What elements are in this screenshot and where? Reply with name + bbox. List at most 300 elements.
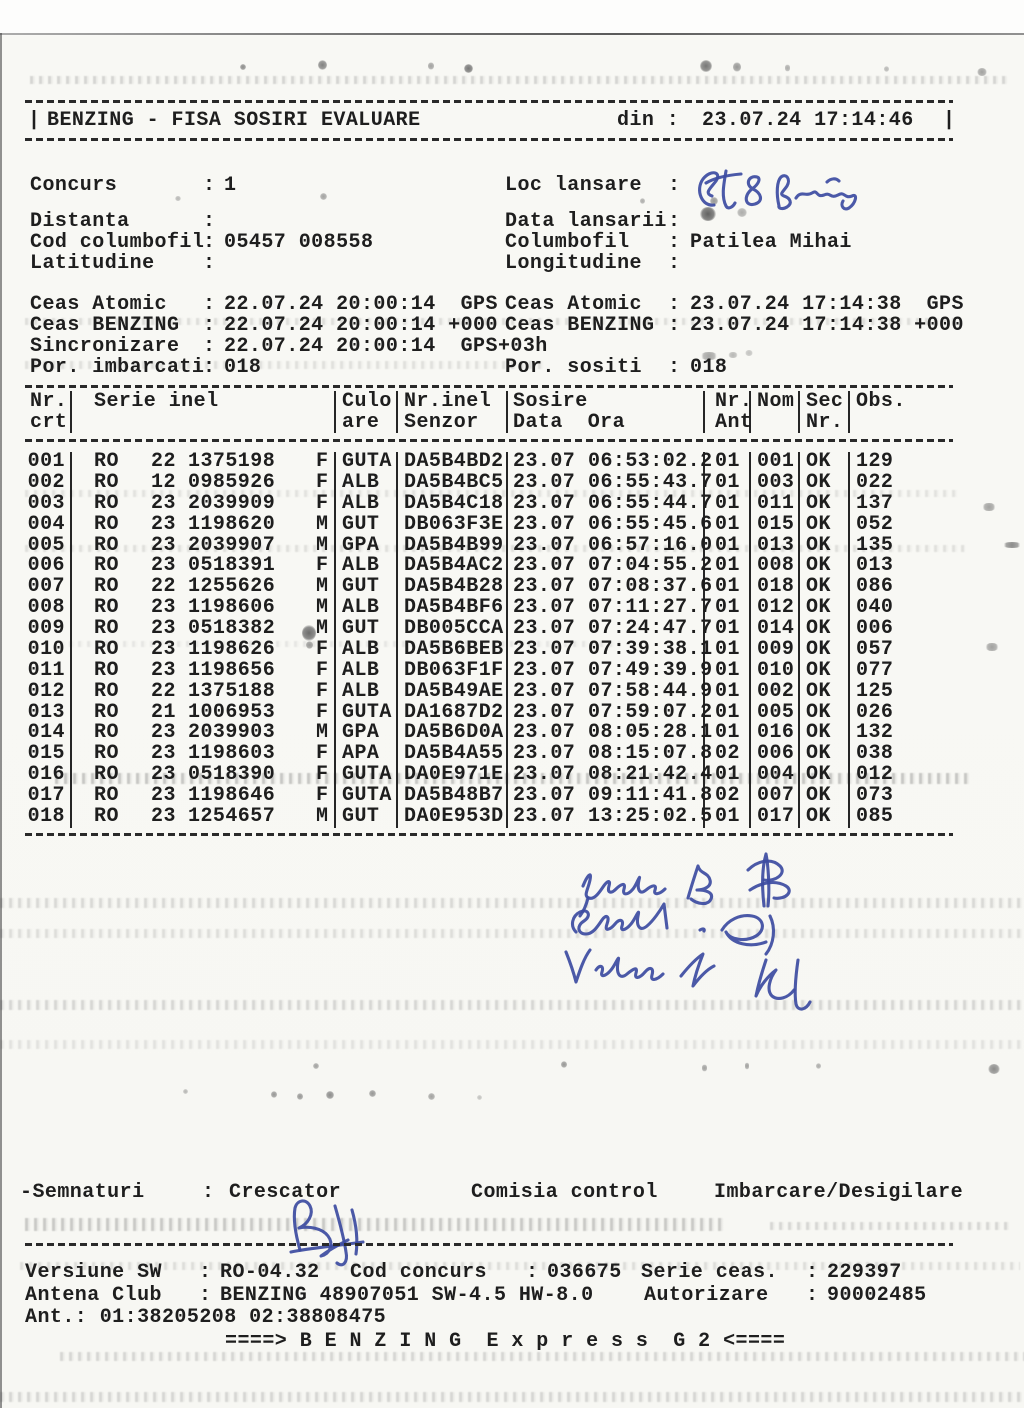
field-value: 22.07.24 20:00:14 GPS bbox=[224, 293, 498, 316]
cell-sec: OK bbox=[800, 577, 850, 598]
cell-senzor: DA5B48B7 bbox=[398, 786, 508, 807]
cell-sosire: 23.07 07:11:27.7 bbox=[508, 598, 705, 619]
scan-artifact-dot bbox=[320, 193, 327, 200]
cell-nom: 009 bbox=[751, 640, 800, 661]
cell-senzor: DA5B4B28 bbox=[398, 577, 508, 598]
dashed-separator bbox=[25, 439, 953, 442]
scan-left-edge bbox=[0, 33, 2, 1408]
scan-artifact-dot bbox=[1002, 542, 1022, 548]
cell-sec: OK bbox=[800, 703, 850, 724]
cell-serie-inel: RO 21 1006953 F bbox=[72, 703, 336, 724]
colon: : bbox=[668, 174, 681, 197]
cell-culoare: GUTA bbox=[336, 452, 398, 473]
scan-noise-band bbox=[0, 1000, 1024, 1010]
cell-nr-crt: 010 bbox=[25, 640, 72, 661]
cell-nr-crt: 002 bbox=[25, 473, 72, 494]
cell-obs: 040 bbox=[856, 596, 894, 620]
cell-sec: OK bbox=[800, 786, 850, 807]
field-value: RO-04.32 bbox=[220, 1261, 320, 1284]
scan-artifact-dot bbox=[700, 60, 712, 72]
table-row bbox=[25, 533, 953, 557]
col-header-nr: Nr. bbox=[30, 390, 68, 413]
field-value: 229397 bbox=[827, 1261, 902, 1284]
col-header-obs: Obs. bbox=[856, 390, 906, 413]
cell-sosire: 23.07 06:57:16.0 bbox=[508, 536, 705, 557]
cell-ant: 01 bbox=[705, 682, 751, 703]
cell-nom: 012 bbox=[751, 598, 800, 619]
cell-nom: 013 bbox=[751, 536, 800, 557]
scan-artifact-dot bbox=[985, 643, 999, 651]
cell-nr-crt: 008 bbox=[25, 598, 72, 619]
cell-senzor: DA5B6D0A bbox=[398, 723, 508, 744]
cell-sec: OK bbox=[800, 515, 850, 536]
antenna-ids-line: Ant.: 01:38205208 02:38808475 bbox=[25, 1306, 387, 1329]
cell-nom: 011 bbox=[751, 494, 800, 515]
cell-nr-crt: 011 bbox=[25, 661, 72, 682]
field-value: BENZING 48907051 SW-4.5 HW-8.0 bbox=[220, 1284, 594, 1307]
scan-artifact-dot bbox=[700, 207, 716, 221]
cell-sosire: 23.07 07:59:07.2 bbox=[508, 703, 705, 724]
printed-date-value: 23.07.24 17:14:46 bbox=[702, 109, 914, 132]
cell-ant: 01 bbox=[705, 640, 751, 661]
cell-serie-inel: RO 22 1375188 F bbox=[72, 682, 336, 703]
scan-artifact-dot bbox=[313, 1063, 319, 1069]
cell-obs: 077 bbox=[856, 658, 894, 682]
table-row bbox=[25, 804, 953, 828]
scan-artifact-dot bbox=[745, 350, 753, 356]
scan-artifact-dot bbox=[982, 503, 996, 511]
cell-senzor: DA5B4BF6 bbox=[398, 598, 508, 619]
cell-sec: OK bbox=[800, 723, 850, 744]
cell-obs: 026 bbox=[856, 700, 894, 724]
cell-sec: OK bbox=[800, 473, 850, 494]
scan-artifact-dot bbox=[271, 1091, 277, 1098]
colon: : bbox=[668, 293, 681, 316]
cell-obs: 086 bbox=[856, 575, 894, 599]
cell-nom: 008 bbox=[751, 556, 800, 577]
colon: : bbox=[199, 1284, 212, 1307]
field-label: Por. sositi bbox=[505, 356, 642, 379]
cell-obs: 073 bbox=[856, 784, 894, 807]
cell-serie-inel: RO 23 1198620 M bbox=[72, 515, 336, 536]
cell-sosire: 23.07 09:11:41.8 bbox=[508, 786, 705, 807]
scan-artifact-dot bbox=[702, 1064, 707, 1072]
colon: : bbox=[203, 314, 216, 337]
colon: : bbox=[668, 314, 681, 337]
field-value: 018 bbox=[690, 356, 728, 379]
cell-serie-inel: RO 23 2039907 M bbox=[72, 536, 336, 557]
cell-culoare: GPA bbox=[336, 536, 398, 557]
cell-obs: 129 bbox=[856, 450, 894, 473]
cell-nr-crt: 013 bbox=[25, 703, 72, 724]
scan-artifact-dot bbox=[785, 64, 790, 72]
field-label: Sincronizare bbox=[30, 335, 180, 358]
cell-culoare: GUT bbox=[336, 577, 398, 598]
cell-nom: 016 bbox=[751, 723, 800, 744]
cell-sec: OK bbox=[800, 682, 850, 703]
cell-ant: 01 bbox=[705, 807, 751, 828]
cell-culoare: GUT bbox=[336, 807, 398, 828]
cell-sosire: 23.07 06:55:45.6 bbox=[508, 515, 705, 536]
scan-artifact-dot bbox=[710, 197, 718, 205]
table-row bbox=[25, 658, 953, 682]
cell-serie-inel: RO 23 2039909 F bbox=[72, 494, 336, 515]
scan-artifact-dot bbox=[640, 198, 645, 204]
cell-sosire: 23.07 07:39:38.1 bbox=[508, 640, 705, 661]
cell-sosire: 23.07 08:21:42.4 bbox=[508, 765, 705, 786]
dashed-separator bbox=[25, 385, 953, 388]
field-label: Serie ceas. bbox=[641, 1261, 778, 1284]
cell-culoare: ALB bbox=[336, 556, 398, 577]
colon: : bbox=[526, 1261, 539, 1284]
field-label: Ceas Atomic bbox=[30, 293, 167, 316]
field-label: Versiune SW bbox=[25, 1261, 162, 1284]
cell-ant: 01 bbox=[705, 494, 751, 515]
cell-senzor: DA0E953D bbox=[398, 807, 508, 828]
header-right-bar: | bbox=[943, 109, 956, 132]
cell-ant: 01 bbox=[705, 536, 751, 557]
cell-serie-inel: RO 23 1198626 F bbox=[72, 640, 336, 661]
scan-artifact-dot bbox=[428, 1093, 435, 1100]
cell-culoare: GUTA bbox=[336, 786, 398, 807]
cell-nr-crt: 004 bbox=[25, 515, 72, 536]
cell-ant: 01 bbox=[705, 765, 751, 786]
cell-nr-crt: 003 bbox=[25, 494, 72, 515]
field-label: Longitudine bbox=[505, 252, 642, 275]
cell-culoare: GUT bbox=[336, 515, 398, 536]
scan-artifact-dot bbox=[183, 1089, 188, 1094]
cell-sec: OK bbox=[800, 640, 850, 661]
cell-serie-inel: RO 23 2039903 M bbox=[72, 723, 336, 744]
scan-artifact-dot bbox=[733, 62, 741, 72]
scan-noise-band bbox=[30, 76, 1010, 84]
cell-nr-crt: 001 bbox=[25, 452, 72, 473]
cell-sec: OK bbox=[800, 452, 850, 473]
table-row bbox=[25, 598, 953, 619]
cell-sosire: 23.07 06:55:43.7 bbox=[508, 473, 705, 494]
cell-culoare: ALB bbox=[336, 682, 398, 703]
col-header-sec: Sec bbox=[806, 390, 844, 413]
scan-artifact-dot bbox=[240, 64, 246, 70]
cell-sosire: 23.07 08:05:28.1 bbox=[508, 723, 705, 744]
cell-sec: OK bbox=[800, 556, 850, 577]
cell-sosire: 23.07 07:04:55.2 bbox=[508, 556, 705, 577]
cell-serie-inel: RO 23 0518391 F bbox=[72, 556, 336, 577]
dashed-separator bbox=[25, 100, 953, 103]
field-value: 90002485 bbox=[827, 1284, 927, 1307]
cell-sec: OK bbox=[800, 598, 850, 619]
cell-serie-inel: RO 23 1198646 F bbox=[72, 786, 336, 807]
cell-obs: 085 bbox=[856, 804, 894, 828]
cell-senzor: DA5B4C18 bbox=[398, 494, 508, 515]
colon: : bbox=[668, 210, 681, 233]
field-value: 018 bbox=[224, 356, 262, 379]
scan-artifact-dot bbox=[297, 1093, 303, 1100]
colon: : bbox=[203, 231, 216, 254]
cell-sosire: 23.07 07:24:47.7 bbox=[508, 619, 705, 640]
signature-col-imbarcare: Imbarcare/Desigilare bbox=[714, 1181, 964, 1204]
cell-nr-crt: 007 bbox=[25, 577, 72, 598]
cell-nom: 014 bbox=[751, 619, 800, 640]
col-header-senzor: Nr.inel bbox=[404, 390, 492, 413]
table-row bbox=[25, 512, 953, 536]
cell-nom: 007 bbox=[751, 786, 800, 807]
scan-noise-band bbox=[0, 1392, 1024, 1402]
cell-senzor: DA5B4A55 bbox=[398, 744, 508, 765]
cell-culoare: ALB bbox=[336, 473, 398, 494]
field-label: Antena Club bbox=[25, 1284, 162, 1307]
cell-nr-crt: 006 bbox=[25, 556, 72, 577]
cell-senzor: DA1687D2 bbox=[398, 703, 508, 724]
field-label: Autorizare bbox=[644, 1284, 769, 1307]
scan-artifact-dot bbox=[745, 1062, 749, 1070]
scan-artifact-dot bbox=[464, 64, 473, 73]
cell-serie-inel: RO 12 0985926 F bbox=[72, 473, 336, 494]
field-value: 1 bbox=[224, 174, 237, 197]
cell-senzor: DB005CCA bbox=[398, 619, 508, 640]
cell-nom: 010 bbox=[751, 661, 800, 682]
cell-nr-crt: 017 bbox=[25, 786, 72, 807]
cell-nr-crt: 009 bbox=[25, 619, 72, 640]
cell-sosire: 23.07 07:08:37.6 bbox=[508, 577, 705, 598]
cell-sec: OK bbox=[800, 619, 850, 640]
cell-sosire: 23.07 08:15:07.8 bbox=[508, 744, 705, 765]
colon: : bbox=[203, 252, 216, 275]
scan-artifact-dot bbox=[816, 1063, 821, 1069]
col-header-serie: Serie inel bbox=[94, 390, 219, 413]
cell-nr-crt: 018 bbox=[25, 807, 72, 828]
cell-serie-inel: RO 23 0518390 F bbox=[72, 765, 336, 786]
cell-nr-crt: 015 bbox=[25, 744, 72, 765]
cell-sosire: 23.07 13:25:02.5 bbox=[508, 807, 705, 828]
colon: : bbox=[203, 356, 216, 379]
field-value: 23.07.24 17:14:38 +000 bbox=[690, 314, 964, 337]
cell-serie-inel: RO 23 1254657 M bbox=[72, 807, 336, 828]
cell-senzor: DA0E971E bbox=[398, 765, 508, 786]
field-label: Ceas BENZING bbox=[30, 314, 180, 337]
table-row bbox=[25, 556, 953, 577]
field-label: Cod concurs bbox=[350, 1261, 487, 1284]
cell-nom: 015 bbox=[751, 515, 800, 536]
scan-edge-line bbox=[0, 33, 1024, 35]
cell-sec: OK bbox=[800, 807, 850, 828]
scan-noise-band bbox=[0, 1040, 1024, 1049]
field-label: Distanta bbox=[30, 210, 130, 233]
scan-artifact-dot bbox=[561, 1061, 567, 1068]
colon: : bbox=[203, 210, 216, 233]
cell-serie-inel: RO 22 1255626 M bbox=[72, 577, 336, 598]
handwritten-crescator-signature bbox=[291, 1201, 363, 1265]
cell-nom: 005 bbox=[751, 703, 800, 724]
scan-artifact-dot bbox=[318, 60, 327, 70]
col-header-ant: Nr. bbox=[715, 390, 753, 413]
cell-obs: 012 bbox=[856, 763, 894, 787]
cell-senzor: DA5B6BEB bbox=[398, 640, 508, 661]
scan-artifact-dot bbox=[884, 66, 889, 72]
cell-sosire: 23.07 06:55:44.7 bbox=[508, 494, 705, 515]
scan-artifact-dot bbox=[428, 62, 434, 70]
table-row bbox=[25, 491, 953, 515]
dashed-separator bbox=[25, 138, 953, 141]
field-value: 22.07.24 20:00:14 GPS+03h bbox=[224, 335, 548, 358]
scan-noise-band bbox=[60, 1352, 1024, 1361]
cell-nom: 003 bbox=[751, 473, 800, 494]
cell-culoare: ALB bbox=[336, 598, 398, 619]
cell-culoare: APA bbox=[336, 744, 398, 765]
cell-ant: 01 bbox=[705, 556, 751, 577]
field-label: Ceas Atomic bbox=[505, 293, 642, 316]
cell-nr-crt: 012 bbox=[25, 682, 72, 703]
cell-culoare: GUTA bbox=[336, 765, 398, 786]
cell-senzor: DA5B49AE bbox=[398, 682, 508, 703]
cell-senzor: DA5B4BC5 bbox=[398, 473, 508, 494]
table-row bbox=[25, 700, 953, 724]
cell-senzor: DB063F3E bbox=[398, 515, 508, 536]
cell-sec: OK bbox=[800, 494, 850, 515]
field-label: Ceas BENZING bbox=[505, 314, 655, 337]
printed-date-label: din : bbox=[617, 109, 680, 132]
cell-ant: 01 bbox=[705, 703, 751, 724]
table-row bbox=[25, 786, 953, 807]
colon: : bbox=[203, 293, 216, 316]
field-value: 036675 bbox=[547, 1261, 622, 1284]
cell-obs: 038 bbox=[856, 742, 894, 766]
cell-obs: 132 bbox=[856, 721, 894, 745]
field-value: 23.07.24 17:14:38 GPS bbox=[690, 293, 964, 316]
field-value: 22.07.24 20:00:14 +000 bbox=[224, 314, 498, 337]
table-row bbox=[25, 744, 953, 765]
cell-ant: 01 bbox=[705, 619, 751, 640]
cell-serie-inel: RO 23 1198656 F bbox=[72, 661, 336, 682]
signature-col-comisia: Comisia control bbox=[471, 1181, 658, 1204]
table-row bbox=[25, 470, 953, 494]
cell-ant: 01 bbox=[705, 473, 751, 494]
colon: : bbox=[199, 1261, 212, 1284]
table-row bbox=[25, 679, 953, 703]
cell-senzor: DA5B4AC2 bbox=[398, 556, 508, 577]
field-label: Por. imbarcati bbox=[30, 356, 205, 379]
cell-nom: 002 bbox=[751, 682, 800, 703]
scan-artifact-dot bbox=[175, 196, 181, 201]
cell-nr-crt: 005 bbox=[25, 536, 72, 557]
cell-obs: 006 bbox=[856, 617, 894, 640]
field-label: Cod columbofil bbox=[30, 231, 205, 254]
cell-nom: 001 bbox=[751, 452, 800, 473]
table-row bbox=[25, 619, 953, 640]
field-label: Loc lansare bbox=[505, 174, 642, 197]
cell-senzor: DB063F1F bbox=[398, 661, 508, 682]
cell-culoare: ALB bbox=[336, 494, 398, 515]
cell-obs: 137 bbox=[856, 491, 894, 515]
field-label: Columbofil bbox=[505, 231, 630, 254]
field-value: 05457 008558 bbox=[224, 231, 374, 254]
cell-nom: 018 bbox=[751, 577, 800, 598]
signature-col-crescator: Crescator bbox=[229, 1181, 342, 1204]
colon: : bbox=[806, 1284, 819, 1307]
table-row bbox=[25, 765, 953, 786]
cell-ant: 01 bbox=[705, 577, 751, 598]
cell-sec: OK bbox=[800, 536, 850, 557]
cell-sosire: 23.07 07:49:39.9 bbox=[508, 661, 705, 682]
cell-ant: 01 bbox=[705, 598, 751, 619]
cell-serie-inel: RO 23 1198603 F bbox=[72, 744, 336, 765]
cell-obs: 057 bbox=[856, 637, 894, 661]
cell-culoare: ALB bbox=[336, 640, 398, 661]
cell-culoare: GUT bbox=[336, 619, 398, 640]
colon: : bbox=[806, 1261, 819, 1284]
cell-nr-crt: 016 bbox=[25, 765, 72, 786]
cell-ant: 01 bbox=[705, 661, 751, 682]
colon: : bbox=[668, 356, 681, 379]
col-header-sosire: Sosire bbox=[513, 390, 588, 413]
scan-artifact-dot bbox=[988, 1064, 1000, 1074]
table-row bbox=[25, 452, 953, 473]
colon: : bbox=[203, 335, 216, 358]
scan-noise-band bbox=[0, 898, 1024, 908]
cell-senzor: DA5B4B99 bbox=[398, 536, 508, 557]
cell-culoare: ALB bbox=[336, 661, 398, 682]
cell-serie-inel: RO 23 0518382 M bbox=[72, 619, 336, 640]
header-left-bar: | bbox=[28, 109, 41, 132]
cell-ant: 01 bbox=[705, 723, 751, 744]
scan-artifact-dot bbox=[977, 68, 987, 76]
field-label: Data lansarii bbox=[505, 210, 667, 233]
col-header-culoare: Culo bbox=[342, 390, 392, 413]
cell-culoare: GUTA bbox=[336, 703, 398, 724]
results-table-rows bbox=[25, 452, 953, 828]
cell-nom: 004 bbox=[751, 765, 800, 786]
scan-artifact-dot bbox=[737, 208, 747, 217]
cell-culoare: GPA bbox=[336, 723, 398, 744]
handwritten-loc-lansare bbox=[700, 171, 856, 209]
cell-senzor: DA5B4BD2 bbox=[398, 452, 508, 473]
cell-sosire: 23.07 07:58:44.9 bbox=[508, 682, 705, 703]
cell-sec: OK bbox=[800, 661, 850, 682]
report-title: BENZING - FISA SOSIRI EVALUARE bbox=[47, 109, 421, 132]
table-row bbox=[25, 637, 953, 661]
colon: : bbox=[203, 174, 216, 197]
cell-sosire: 23.07 06:53:02.2 bbox=[508, 452, 705, 473]
scan-artifact-dot bbox=[326, 1091, 334, 1099]
cell-sec: OK bbox=[800, 765, 850, 786]
field-value: Patilea Mihai bbox=[690, 231, 852, 254]
colon: : bbox=[668, 252, 681, 275]
cell-ant: 01 bbox=[705, 452, 751, 473]
col-header-nom: Nom bbox=[757, 390, 795, 413]
cell-serie-inel: RO 23 1198606 M bbox=[72, 598, 336, 619]
benzing-banner: ====> B E N Z I N G E x p r e s s G 2 <==== bbox=[225, 1330, 786, 1353]
scan-artifact-dot bbox=[369, 1090, 376, 1097]
signatures-label: -Semnaturi bbox=[20, 1181, 145, 1204]
colon: : bbox=[202, 1181, 215, 1204]
cell-ant: 01 bbox=[705, 515, 751, 536]
cell-obs: 125 bbox=[856, 679, 894, 703]
cell-ant: 02 bbox=[705, 744, 751, 765]
cell-sec: OK bbox=[800, 744, 850, 765]
colon: : bbox=[668, 231, 681, 254]
cell-nom: 017 bbox=[751, 807, 800, 828]
cell-obs: 052 bbox=[856, 512, 894, 536]
scan-noise-band bbox=[0, 929, 1024, 938]
cell-obs: 135 bbox=[856, 533, 894, 557]
scan-artifact-dot bbox=[477, 1095, 482, 1100]
cell-obs: 022 bbox=[856, 470, 894, 494]
dashed-separator bbox=[25, 833, 953, 836]
cell-ant: 02 bbox=[705, 786, 751, 807]
scan-noise-band bbox=[25, 1218, 725, 1231]
field-label: Concurs bbox=[30, 174, 118, 197]
table-row bbox=[25, 723, 953, 744]
